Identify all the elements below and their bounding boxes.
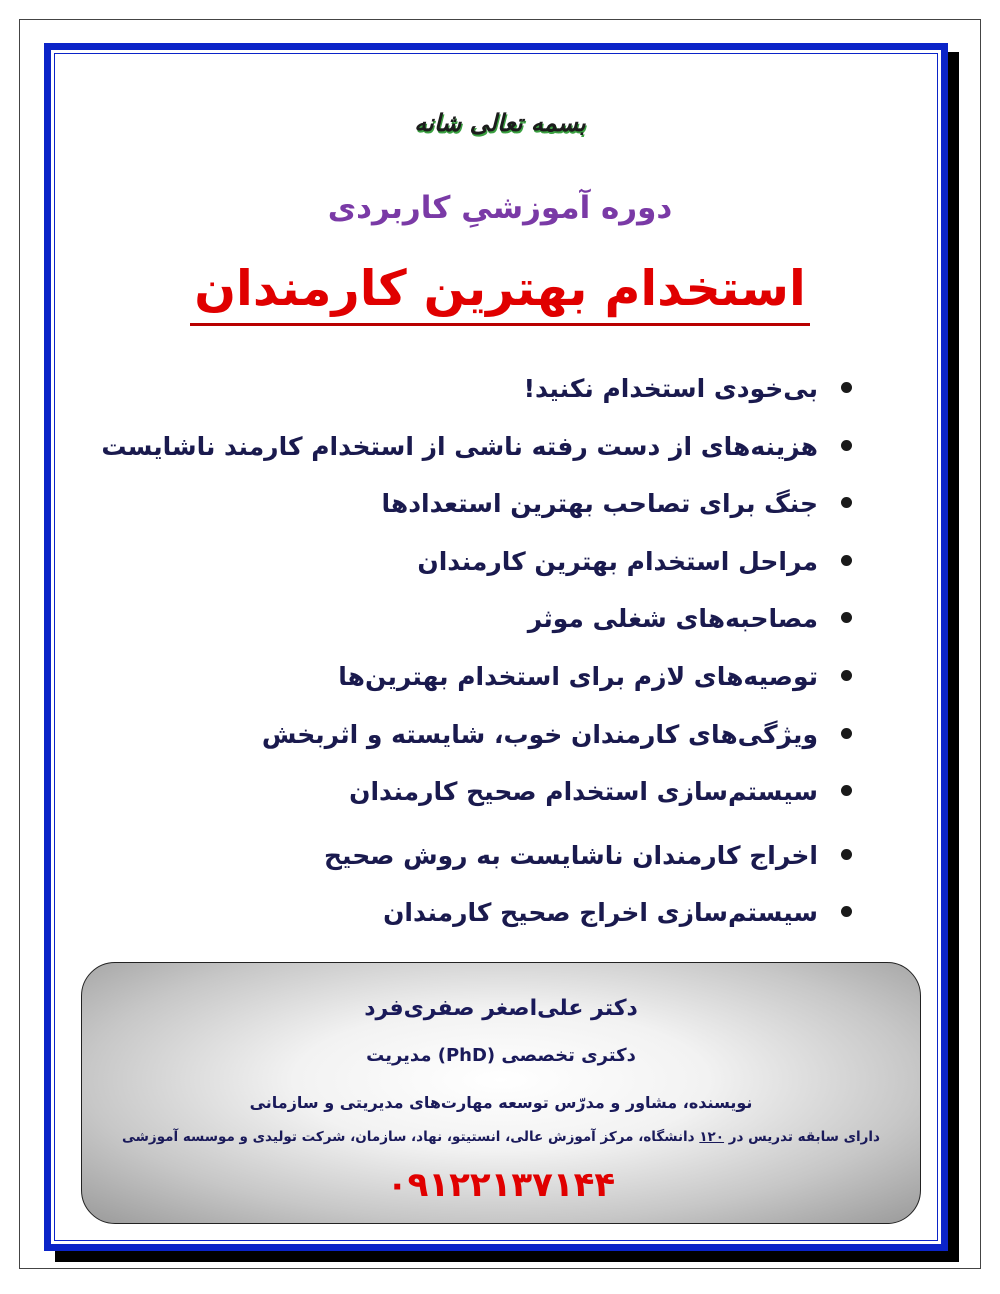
topic-text: سیستم‌سازی اخراج صحیح کارمندان — [383, 898, 818, 928]
course-title — [0, 260, 1000, 326]
list-item — [92, 366, 852, 424]
topic-text: هزینه‌های از دست رفته ناشی از استخدام کارمند ناشایست — [101, 431, 818, 461]
topic-text: ویژگی‌های کارمندان خوب، شایسته و اثربخش — [261, 719, 818, 749]
instructor-role: نویسنده، مشاور و مدرّس توسعه مهارت‌های مدیریتی و سازمانی — [249, 1093, 753, 1112]
topic-text: سیستم‌سازی استخدام صحیح کارمندان — [349, 777, 818, 807]
experience-count: ۱۲۰ — [699, 1129, 725, 1145]
bullet-icon — [841, 440, 852, 451]
blessing-calligraphy: بسمه تعالی شانه — [414, 108, 586, 137]
list-item — [92, 654, 852, 712]
list-item — [92, 769, 852, 827]
bullet-icon — [841, 670, 852, 681]
topic-text: بی‌خودی استخدام نکنید! — [523, 374, 818, 403]
bullet-icon — [841, 497, 852, 508]
bullet-icon — [841, 728, 852, 739]
list-item — [92, 596, 852, 654]
course-title-text: استخدام بهترین کارمندان — [190, 260, 810, 326]
instructor-info-box — [81, 962, 921, 1224]
instructor-name: دکتر علی‌اصغر صفری‌فرد — [364, 996, 638, 1021]
bullet-icon — [841, 382, 852, 393]
topic-text: مصاحبه‌های شغلی موثر — [527, 604, 818, 634]
bullet-icon — [841, 906, 852, 917]
list-item — [92, 481, 852, 539]
instructor-degree: دکتری تخصصی (PhD) مدیریت — [366, 1045, 636, 1066]
topics-list — [92, 366, 852, 948]
phone-number[interactable]: ۰۹۱۲۲۱۳۷۱۴۴ — [386, 1165, 616, 1205]
experience-text-end: دانشگاه، مرکز آموزش عالی، انستیتو، نهاد، سازمان، شرکت تولیدی و موسسه آموزشی — [121, 1129, 695, 1145]
topic-text: جنگ برای تصاحب بهترین استعدادها — [381, 489, 818, 519]
list-item — [92, 833, 852, 891]
topic-text: اخراج کارمندان ناشایست به روش صحیح — [323, 840, 818, 870]
bullet-icon — [841, 785, 852, 796]
bullet-icon — [841, 849, 852, 860]
topic-text: توصیه‌های لازم برای استخدام بهترین‌ها — [338, 661, 818, 691]
topic-text: مراحل استخدام بهترین کارمندان — [417, 546, 818, 576]
list-item — [92, 890, 852, 948]
instructor-experience — [82, 1129, 920, 1145]
list-item — [92, 712, 852, 770]
bullet-icon — [841, 555, 852, 566]
list-item — [92, 424, 852, 482]
course-type: دوره آموزشیِ کاربردی — [327, 190, 673, 226]
list-item — [92, 539, 852, 597]
experience-text-start: دارای سابقه تدریس در — [728, 1129, 880, 1145]
bullet-icon — [841, 612, 852, 623]
